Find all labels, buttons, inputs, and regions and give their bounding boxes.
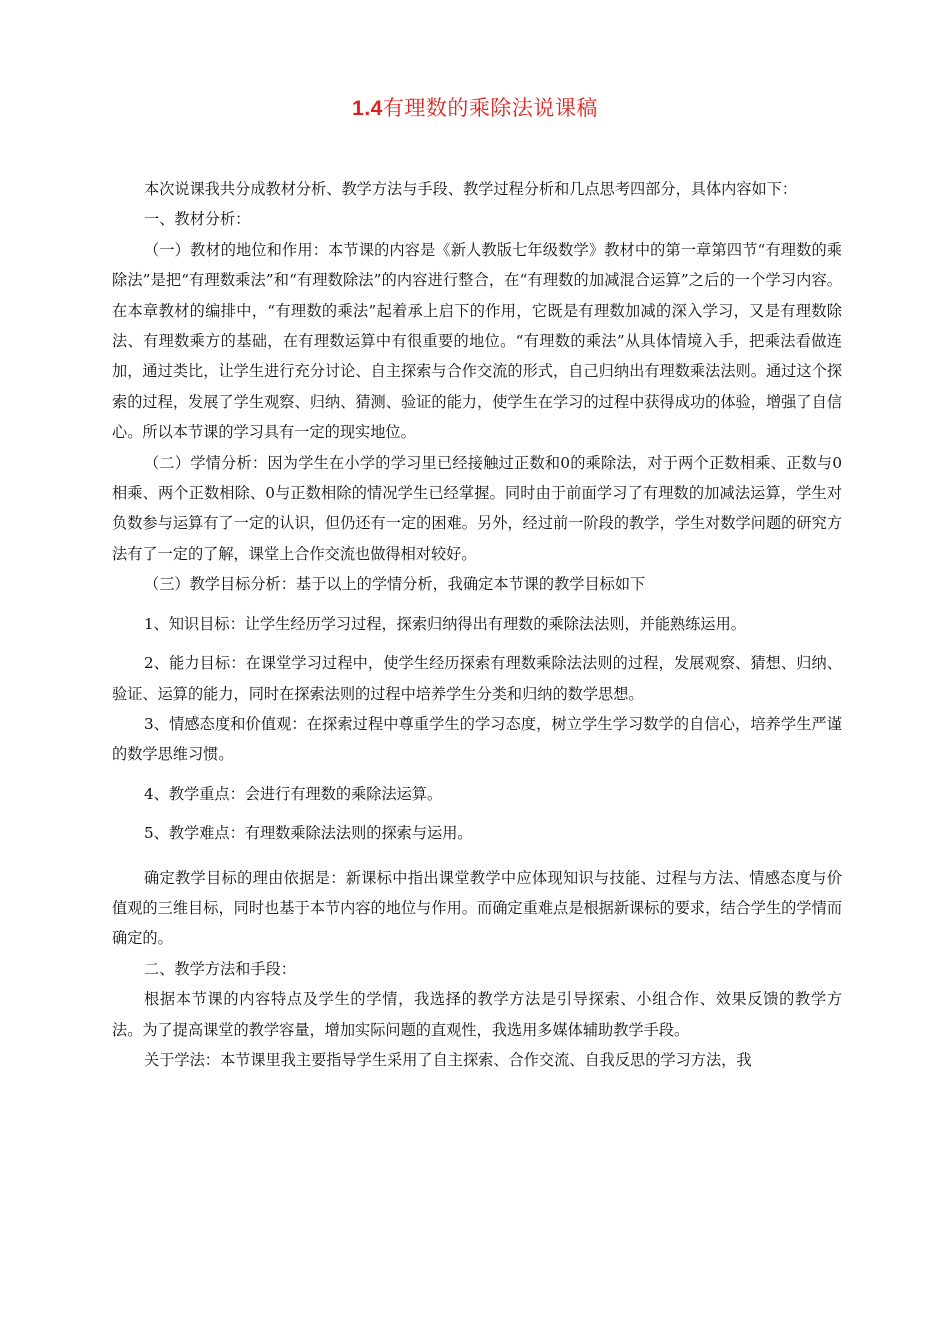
title-number: 1.4 — [352, 97, 383, 120]
objective-knowledge: 1、知识目标：让学生经历学习过程，探索归纳得出有理数的乘除法法则，并能熟练运用。 — [144, 614, 746, 633]
objective-ability: 2、能力目标：在课堂学习过程中，使学生经历探索有理数乘除法法则的过程，发展观察、猜想、归纳、验证、运算的能力，同时在探索法则的过程中培养学生分类和归纳的数学思想。 — [112, 654, 842, 703]
document-title — [0, 92, 950, 122]
paragraph-status-and-role: （一）教材的地位和作用：本节课的内容是《新人教版七年级数学》教材中的第一章第四节“有理数的乘除法”是把“有理数乘法”和“有理数除法”的内容进行整合，在“有理数的加减混合运算”之后的一个学习内容。在本章教材的编排中，“有理数的乘法”起着承上启下的作用，它既是有理数加减的深入学习，又是有理数除法、有理数乘方的基础，在有理数运算中有很重要的地位。“有理数的乘法”从具体情境入手，把乘法看做连加，通过类比，让学生进行充分讨论、自主探索与合作交流的形式，自己归纳出有理数乘法法则。通过这个探索的过程，发展了学生观察、归纳、猜测、验证的能力，使学生在学习的过程中获得成功的体验，增强了自信心。所以本节课的学习具有一定的现实地位。 — [112, 240, 842, 442]
paragraph-objectives-intro: （三）教学目标分析：基于以上的学情分析，我确定本节课的教学目标如下 — [144, 575, 646, 594]
title-text: 有理数的乘除法说课稿 — [382, 96, 598, 120]
paragraph-rationale: 确定教学目标的理由依据是：新课标中指出课堂教学中应体现知识与技能、过程与方法、情感态度与价值观的三维目标，同时也基于本节内容的地位与作用。而确定重难点是根据新课标的要求，结合学生的学情而确定的。 — [112, 868, 842, 948]
teaching-key-point: 4、教学重点：会进行有理数的乘除法运算。 — [144, 784, 443, 803]
objective-attitude: 3、情感态度和价值观：在探索过程中尊重学生的学习态度，树立学生学习数学的自信心，培养学生严谨的数学思维习惯。 — [112, 714, 842, 764]
paragraph-learning-methods: 关于学法：本节课里我主要指导学生采用了自主探索、合作交流、自我反思的学习方法，我 — [144, 1050, 752, 1069]
teaching-difficulty: 5、教学难点：有理数乘除法法则的探索与运用。 — [144, 824, 473, 843]
intro-paragraph: 本次说课我共分成教材分析、教学方法与手段、教学过程分析和几点思考四部分，具体内容如下： — [144, 180, 798, 198]
paragraph-student-analysis: （二）学情分析：因为学生在小学的学习里已经接触过正数和0的乘除法，对于两个正数相乘、正数与0相乘、两个正数相除、0与正数相除的情况学生已经掌握。同时由于前面学习了有理数的加减法运算，学生对负数参与运算有了一定的认识，但仍还有一定的困难。另外，经过前一阶段的教学，学生对数学问题的研究方法有了一定的了解，课堂上合作交流也做得相对较好。 — [112, 453, 842, 563]
section-heading-textbook-analysis: 一、教材分析： — [144, 210, 251, 229]
section-heading-methods: 二、教学方法和手段： — [144, 959, 296, 978]
paragraph-methods: 根据本节课的内容特点及学生的学情，我选择的教学方法是引导探索、小组合作、效果反馈的教学方法。为了提高课堂的教学容量，增加实际问题的直观性，我选用多媒体辅助教学手段。 — [112, 990, 842, 1039]
document-body — [112, 174, 842, 1075]
